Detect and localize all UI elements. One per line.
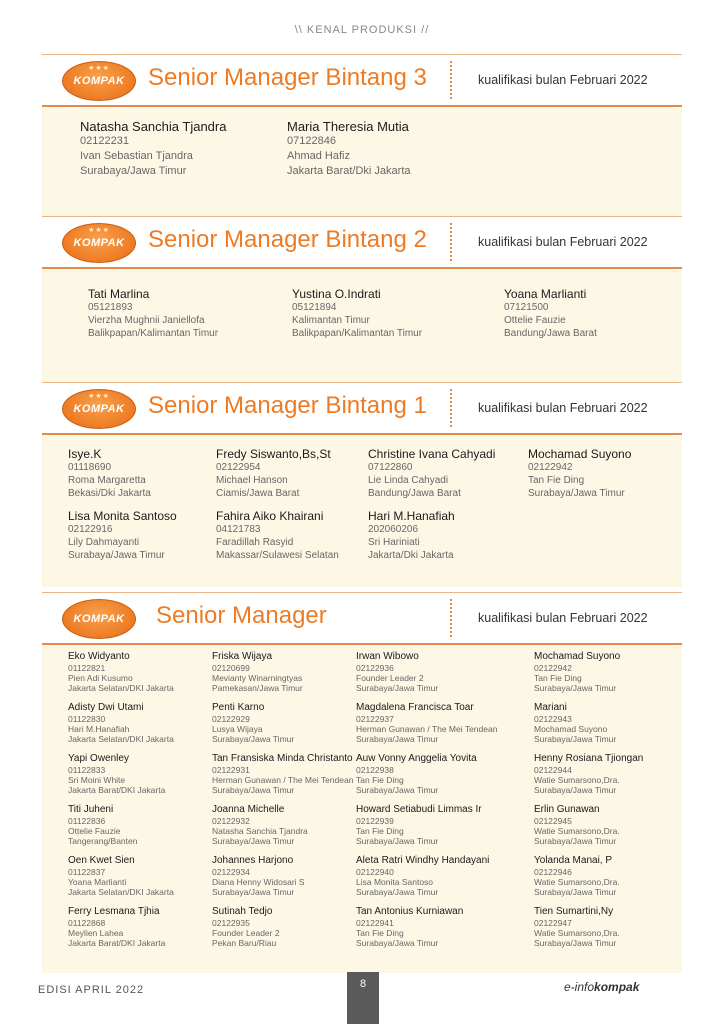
brand-label: e-infokompak <box>564 980 640 994</box>
section-header <box>42 592 682 645</box>
section-title: Senior Manager Bintang 1 <box>148 392 427 419</box>
member-sponsor: Natasha Sanchia Tjandra <box>212 826 308 836</box>
member-id: 02122929 <box>212 714 250 724</box>
member-name: Auw Vonny Anggelia Yovita <box>356 753 477 764</box>
member-name: Adisty Dwi Utami <box>68 702 144 713</box>
dotted-divider <box>450 61 452 99</box>
member-name: Mochamad Suyono <box>534 651 621 662</box>
member-location: Surabaya/Jawa Timur <box>212 887 295 897</box>
member-entry: Fredy Siswanto,Bs,St 02122954 Michael Hanson Ciamis/Jawa Barat <box>216 447 331 499</box>
member-name: Eko Widyanto <box>68 651 130 662</box>
kompak-logo: KOMPAK <box>62 599 136 639</box>
member-location: Surabaya/Jawa Timur <box>212 734 295 744</box>
member-sponsor: Mochamad Suyono <box>534 724 608 734</box>
member-entry <box>212 906 280 948</box>
member-location: Tangerang/Banten <box>68 836 138 846</box>
member-location: Pekan Baru/Riau <box>212 938 277 948</box>
member-name: Joanna Michelle <box>212 804 285 815</box>
qualification-label: kualifikasi bulan Februari 2022 <box>478 611 648 625</box>
member-sponsor: Watie Sumarsono,Dra. <box>534 928 620 938</box>
section-body <box>42 269 682 383</box>
member-name: Penti Karno <box>212 702 265 713</box>
member-sponsor: Diana Henny Widosari S <box>212 877 305 887</box>
member-id: 02122931 <box>212 765 250 775</box>
member-name: Tan Fransiska Minda Christanto <box>212 753 353 764</box>
member-id: 02122945 <box>534 816 572 826</box>
member-location: Surabaya/Jawa Timur <box>356 683 439 693</box>
member-id: 02122937 <box>356 714 394 724</box>
member-location: Jakarta Barat/DKI Jakarta <box>68 785 166 795</box>
member-sponsor: Lusya Wijaya <box>212 724 263 734</box>
member-name: Irwan Wibowo <box>356 651 419 662</box>
section-bintang-3 <box>42 54 682 217</box>
member-entry <box>534 855 620 897</box>
section-bintang-1 <box>42 382 682 587</box>
member-entry <box>356 753 477 795</box>
member-entry <box>68 855 174 897</box>
member-location: Jakarta Selatan/DKI Jakarta <box>68 887 174 897</box>
member-id: 01122821 <box>68 663 106 673</box>
member-sponsor: Watie Sumarsono,Dra. <box>534 775 620 785</box>
member-sponsor: Founder Leader 2 <box>356 673 424 683</box>
dotted-divider <box>450 389 452 427</box>
member-location: Jakarta Selatan/DKI Jakarta <box>68 734 174 744</box>
member-name: Tan Antonius Kurniawan <box>356 906 464 917</box>
member-name: Johannes Harjono <box>212 855 294 866</box>
dotted-divider <box>450 223 452 261</box>
member-sponsor: Tan Fie Ding <box>356 826 404 836</box>
member-entry <box>68 804 137 846</box>
member-id: 02120699 <box>212 663 250 673</box>
qualification-label: kualifikasi bulan Februari 2022 <box>478 235 648 249</box>
member-location: Surabaya/Jawa Timur <box>212 836 295 846</box>
member-sponsor: Tan Fie Ding <box>356 775 404 785</box>
member-entry <box>68 906 165 948</box>
member-location: Surabaya/Jawa Timur <box>534 836 617 846</box>
member-entry <box>68 651 174 693</box>
member-id: 01122868 <box>68 918 106 928</box>
member-entry <box>212 804 308 846</box>
member-entry: Hari M.Hanafiah 202060206 Sri Hariniati Jakarta/Dki Jakarta <box>368 509 455 561</box>
section-header <box>42 382 682 435</box>
member-id: 02122932 <box>212 816 250 826</box>
member-entry <box>356 906 463 948</box>
member-name: Friska Wijaya <box>212 651 273 662</box>
member-name: Erlin Gunawan <box>534 804 600 815</box>
member-entry <box>356 804 482 846</box>
member-name: Henny Rosiana Tjiongan <box>534 753 644 764</box>
member-entry: Yoana Marlianti 07121500 Ottelie Fauzie Bandung/Jawa Barat <box>504 287 597 339</box>
member-id: 02122939 <box>356 816 394 826</box>
member-name: Magdalena Francisca Toar <box>356 702 474 713</box>
member-entry <box>68 702 174 744</box>
section-title: Senior Manager Bintang 2 <box>148 226 427 253</box>
section-header <box>42 54 682 107</box>
member-sponsor: Herman Gunawan / The Mei Tendean <box>356 724 498 734</box>
member-entry <box>68 753 165 795</box>
member-entry <box>534 651 620 693</box>
member-entry: Mochamad Suyono 02122942 Tan Fie Ding Surabaya/Jawa Timur <box>528 447 632 499</box>
member-entry: Natasha Sanchia Tjandra 02122231 Ivan Sebastian Tjandra Surabaya/Jawa Timur <box>80 119 227 177</box>
member-name: Yapi Owenley <box>68 753 129 764</box>
section-bintang-2 <box>42 216 682 383</box>
section-title: Senior Manager Bintang 3 <box>148 64 427 91</box>
kompak-logo: ★★★ KOMPAK <box>62 61 136 101</box>
member-entry <box>212 855 305 897</box>
member-id: 01122830 <box>68 714 106 724</box>
edition-label: EDISI APRIL 2022 <box>38 984 145 996</box>
member-id: 02122943 <box>534 714 572 724</box>
member-id: 01122837 <box>68 867 106 877</box>
member-entry <box>534 804 620 846</box>
member-sponsor: Watie Sumarsono,Dra. <box>534 877 620 887</box>
member-location: Surabaya/Jawa Timur <box>356 785 439 795</box>
member-name: Aleta Ratri Windhy Handayani <box>356 855 490 866</box>
member-sponsor: Pien Adi Kusumo <box>68 673 133 683</box>
member-entry: Tati Marlina 05121893 Vierzha Mughnii Janiellofa Balikpapan/Kalimantan Timur <box>88 287 219 339</box>
member-id: 02122940 <box>356 867 394 877</box>
kompak-logo: ★★★ KOMPAK <box>62 223 136 263</box>
member-entry <box>534 906 620 948</box>
member-sponsor: Mevianty Winarningtyas <box>212 673 303 683</box>
member-sponsor: Sri Moini White <box>68 775 126 785</box>
member-entry: Yustina O.Indrati 05121894 Kalimantan Timur Balikpapan/Kalimantan Timur <box>292 287 423 339</box>
member-id: 02122935 <box>212 918 250 928</box>
member-location: Pamekasan/Jawa Timur <box>212 683 303 693</box>
section-body <box>42 435 682 587</box>
member-entry <box>356 651 438 693</box>
qualification-label: kualifikasi bulan Februari 2022 <box>478 401 648 415</box>
member-id: 01122833 <box>68 765 106 775</box>
member-location: Surabaya/Jawa Timur <box>534 887 617 897</box>
member-id: 02122944 <box>534 765 572 775</box>
member-location: Surabaya/Jawa Timur <box>356 734 439 744</box>
member-name: Titi Juheni <box>68 804 114 815</box>
member-location: Jakarta Barat/DKI Jakarta <box>68 938 166 948</box>
member-location: Surabaya/Jawa Timur <box>534 938 617 948</box>
qualification-label: kualifikasi bulan Februari 2022 <box>478 73 648 87</box>
member-location: Surabaya/Jawa Timur <box>534 683 617 693</box>
page-number: 8 <box>347 972 379 1024</box>
member-entry <box>212 702 294 744</box>
member-sponsor: Lisa Monita Santoso <box>356 877 434 887</box>
member-sponsor: Tan Fie Ding <box>356 928 404 938</box>
member-sponsor: Watie Sumarsono,Dra. <box>534 826 620 836</box>
member-entry <box>212 651 303 693</box>
member-name: Mariani <box>534 702 567 713</box>
member-entry: Maria Theresia Mutia 07122846 Ahmad Hafiz Jakarta Barat/Dki Jakarta <box>287 119 411 177</box>
member-name: Howard Setiabudi Limmas Ir <box>356 804 482 815</box>
dotted-divider <box>450 599 452 637</box>
member-entry: Fahira Aiko Khairani 04121783 Faradillah Rasyid Makassar/Sulawesi Selatan <box>216 509 339 561</box>
member-sponsor: Herman Gunawan / The Mei Tendean <box>212 775 354 785</box>
member-entry <box>534 753 643 795</box>
member-entry <box>356 702 497 744</box>
member-location: Jakarta Selatan/DKI Jakarta <box>68 683 174 693</box>
member-location: Surabaya/Jawa Timur <box>534 734 617 744</box>
member-id: 02122947 <box>534 918 572 928</box>
kompak-logo: ★★★ KOMPAK <box>62 389 136 429</box>
member-id: 02122934 <box>212 867 250 877</box>
member-id: 02122942 <box>534 663 572 673</box>
member-sponsor: Tan Fie Ding <box>534 673 582 683</box>
member-location: Surabaya/Jawa Timur <box>534 785 617 795</box>
member-location: Surabaya/Jawa Timur <box>356 938 439 948</box>
member-location: Surabaya/Jawa Timur <box>356 836 439 846</box>
member-name: Tien Sumartini,Ny <box>534 906 614 917</box>
member-entry <box>534 702 616 744</box>
section-body <box>42 107 682 217</box>
member-sponsor: Meylien Lahea <box>68 928 124 938</box>
member-entry: Isye.K 01118690 Roma Margaretta Bekasi/Dki Jakarta <box>68 447 151 499</box>
member-name: Yolanda Manai, P <box>534 855 613 866</box>
member-name: Oen Kwet Sien <box>68 855 135 866</box>
member-location: Surabaya/Jawa Timur <box>212 785 295 795</box>
member-name: Ferry Lesmana Tjhia <box>68 906 160 917</box>
member-name: Sutinah Tedjo <box>212 906 273 917</box>
member-entry <box>212 753 353 795</box>
member-entry: Christine Ivana Cahyadi 07122860 Lie Linda Cahyadi Bandung/Jawa Barat <box>368 447 496 499</box>
member-id: 02122946 <box>534 867 572 877</box>
member-id: 02122936 <box>356 663 394 673</box>
member-sponsor: Yoana Marlianti <box>68 877 127 887</box>
member-location: Surabaya/Jawa Timur <box>356 887 439 897</box>
member-entry <box>356 855 489 897</box>
section-title: Senior Manager <box>156 602 327 629</box>
member-id: 02122938 <box>356 765 394 775</box>
member-sponsor: Hari M.Hanafiah <box>68 724 130 734</box>
member-sponsor: Ottelie Fauzie <box>68 826 121 836</box>
section-senior-manager <box>42 592 682 973</box>
section-header <box>42 216 682 269</box>
member-id: 01122836 <box>68 816 106 826</box>
section-body <box>42 645 682 973</box>
member-id: 02122941 <box>356 918 394 928</box>
page-header: \\ KENAL PRODUKSI // <box>294 24 430 36</box>
member-sponsor: Founder Leader 2 <box>212 928 280 938</box>
member-entry: Lisa Monita Santoso 02122916 Lily Dahmayanti Surabaya/Jawa Timur <box>68 509 177 561</box>
